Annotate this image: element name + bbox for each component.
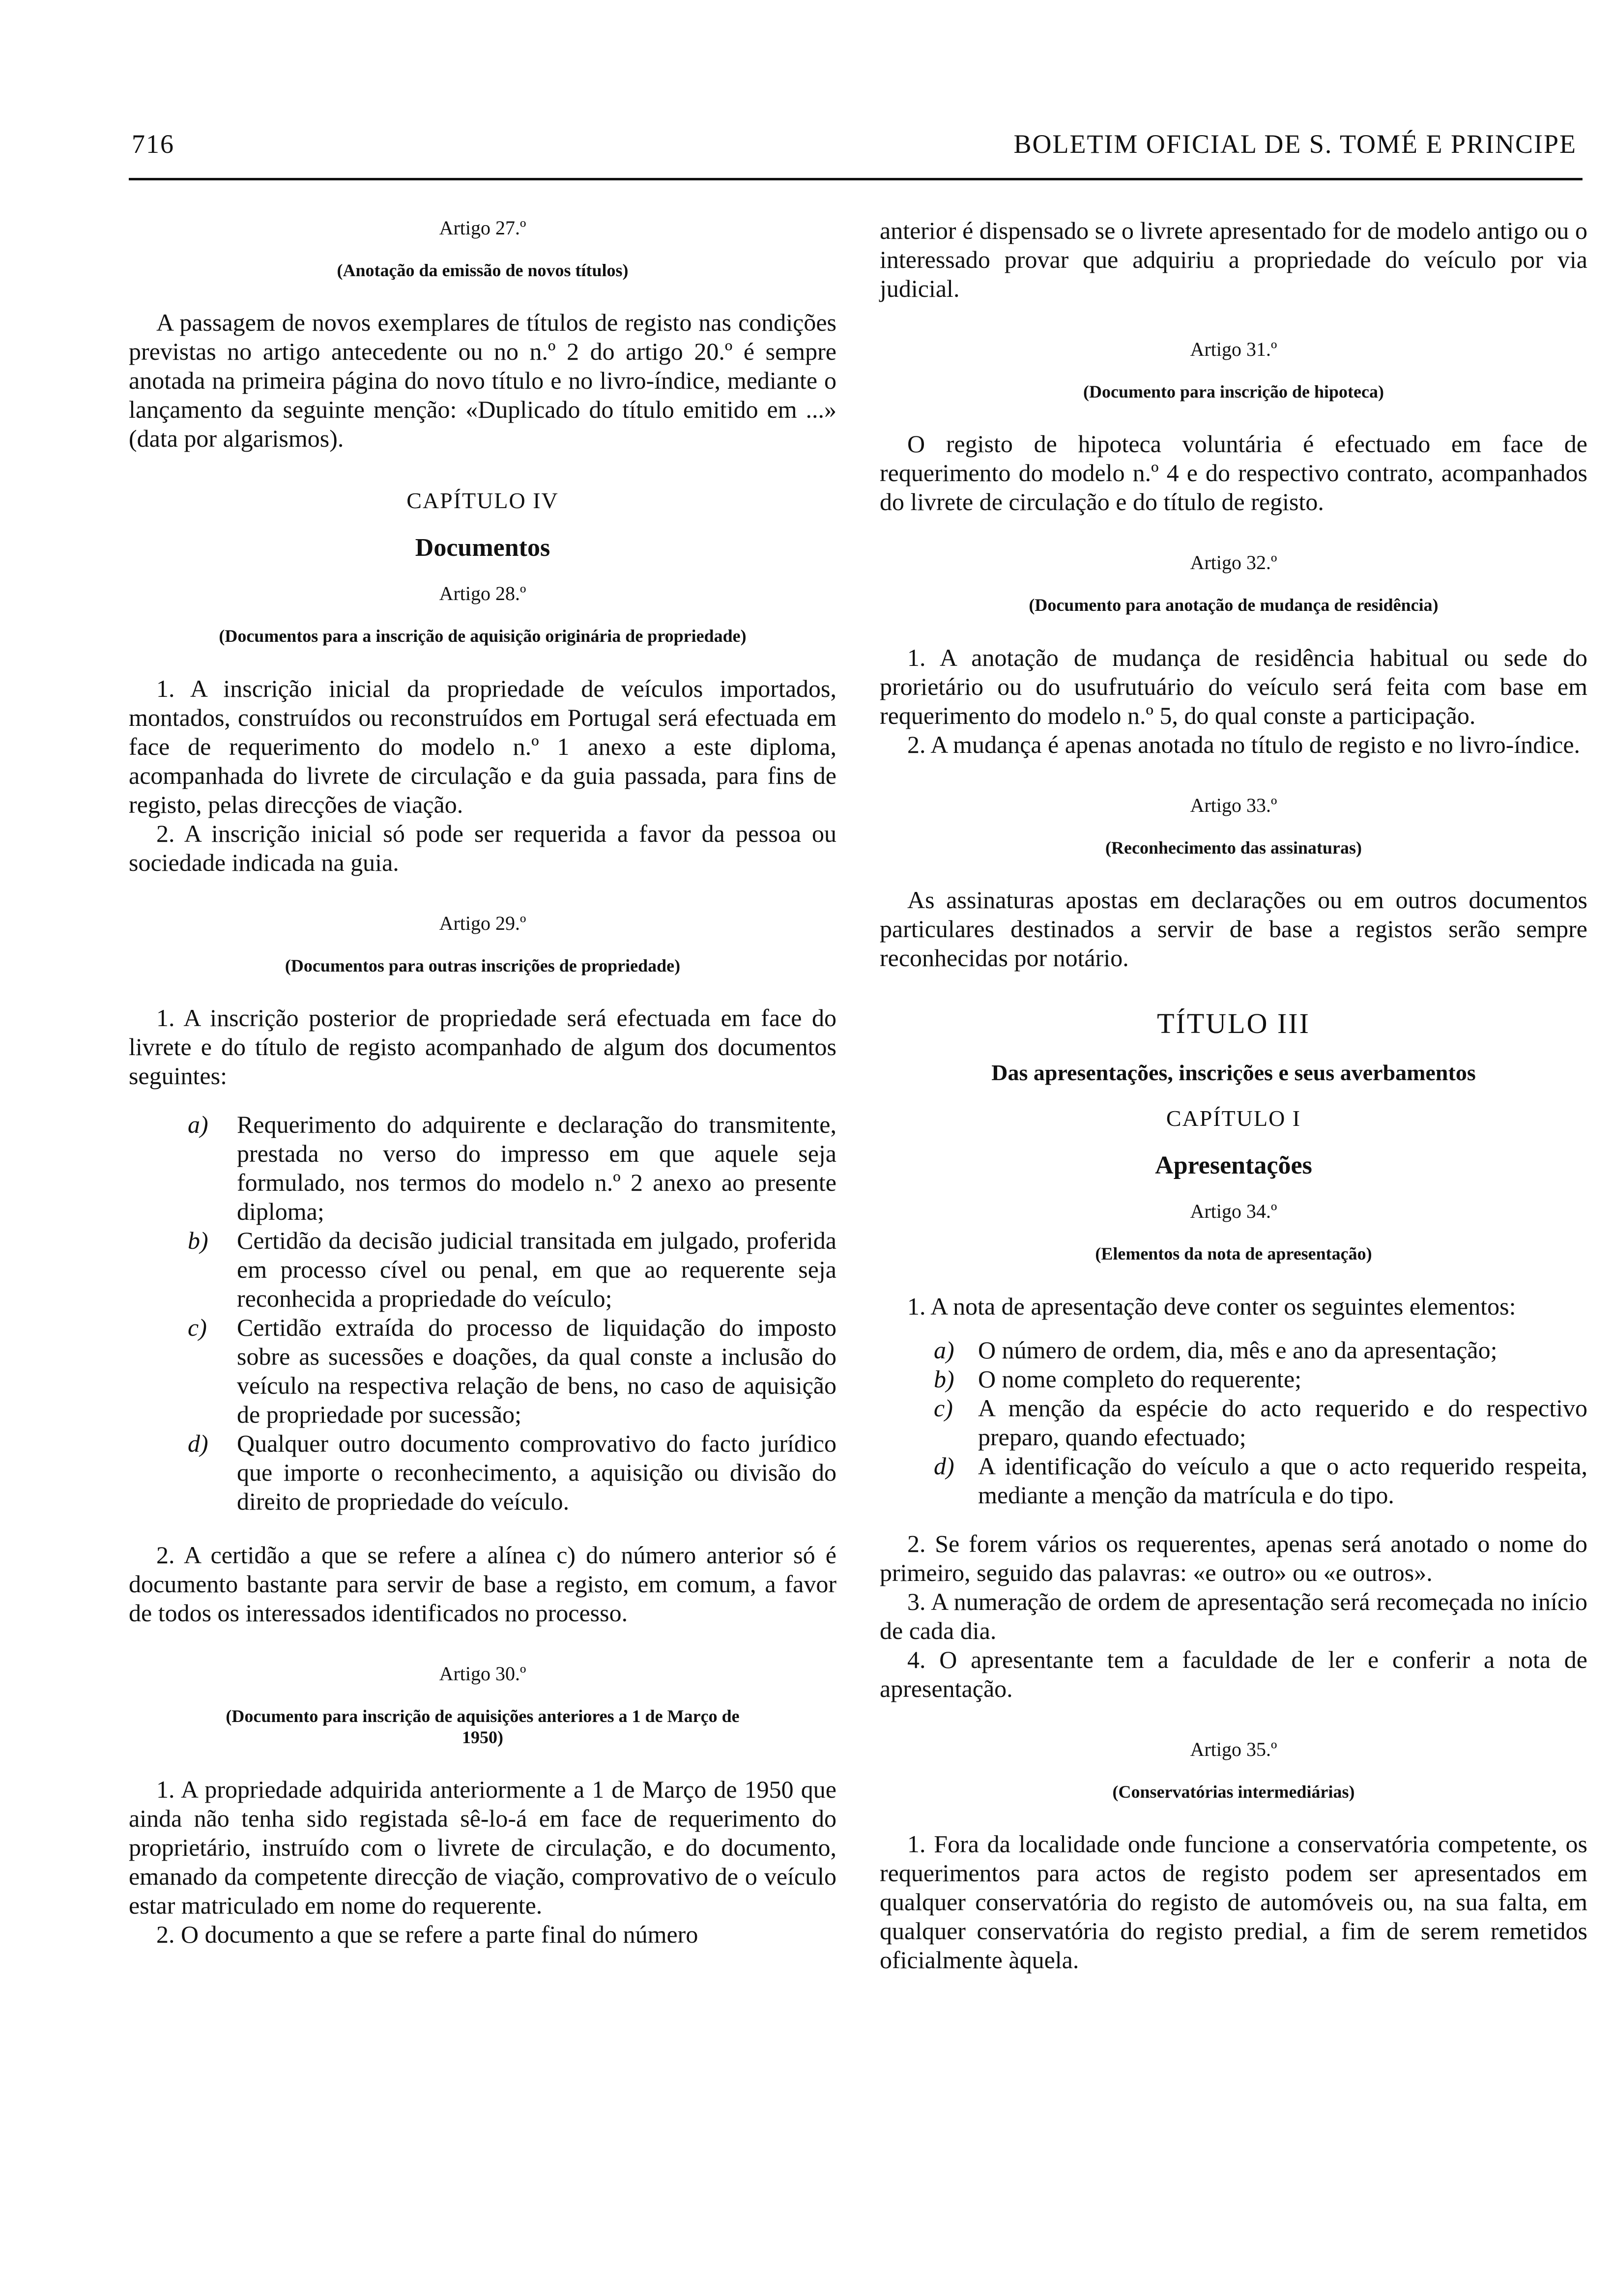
list-item (880, 1452, 1587, 1510)
article-paragraph: 2. O documento a que se refere a parte final do número (156, 1921, 698, 1949)
list-item-label: c) (934, 1394, 953, 1422)
article-heading: Artigo 28.º (439, 582, 526, 605)
article-heading: Artigo 34.º (1190, 1200, 1277, 1223)
article-paragraph: 4. O apresentante tem a faculdade de ler e conferir a nota de apresentação. (880, 1645, 1587, 1702)
article-paragraph: 2. A inscrição inicial só pode ser requerida a favor da pessoa ou sociedade indicada na guia. (129, 819, 836, 876)
article-paragraph: 1. Fora da localidade onde funcione a conservatória competente, os requerimentos para actos de registo podem ser apresentados em qualquer conservatória do registo de automóveis ou, na sua falta, em qualquer conservatória do registo predial, a fim de serem remetidos oficialmente àquela. (880, 1830, 1587, 1974)
article-title: (Documento para anotação de mudança de residência) (1029, 595, 1439, 615)
list-item-label: d) (934, 1452, 954, 1480)
page-number: 716 (132, 129, 174, 159)
right-column (880, 216, 1587, 1975)
left-column (129, 216, 836, 1949)
list-item-text: Certidão extraída do processo de liquidação do imposto sobre as sucessões e doações, da qual conste a inclusão do veículo na respectiva relação de bens, no caso de aquisição de propriedade por sucessão; (237, 1314, 836, 1429)
article-title: (Documento para inscrição de aquisições anteriores a 1 de Março de 1950) (226, 1706, 740, 1747)
section-heading: Apresentações (1155, 1151, 1312, 1180)
article-title: (Documento para inscrição de hipoteca) (1083, 382, 1384, 402)
article-paragraph: O registo de hipoteca voluntária é efectuado em face de requerimento do modelo n.º 4 e do respectivo contrato, acompanhados do livrete de circulação e do título de registo. (880, 430, 1587, 516)
list-item-label: a) (188, 1111, 208, 1139)
list-item-text: Qualquer outro documento comprovativo do facto jurídico que importe o reconhecimento, a aquisição ou divisão do direito de propriedade do veículo. (237, 1430, 836, 1516)
article-heading: Artigo 32.º (1190, 551, 1277, 574)
list-item (880, 1365, 1587, 1394)
publication-title: BOLETIM OFICIAL DE S. TOMÉ E PRINCIPE (1013, 129, 1577, 159)
article-paragraph: 3. A numeração de ordem de apresentação será recomeçada no início de cada dia. (880, 1587, 1587, 1644)
continued-paragraph: anterior é dispensado se o livrete apresentado for de modelo antigo ou o interessado provar que adquiriu a propriedade do veículo por via judicial. (880, 217, 1587, 302)
article-heading: Artigo 35.º (1190, 1738, 1277, 1760)
article-paragraph: 1. A nota de apresentação deve conter os seguintes elementos: (907, 1292, 1516, 1320)
article-title: (Reconhecimento das assinaturas) (1105, 837, 1362, 858)
title-heading: TÍTULO III (1157, 1007, 1310, 1040)
article-paragraph: 1. A propriedade adquirida anteriormente a 1 de Março de 1950 que ainda não tenha sido registada sê-lo-á em face de requerimento do proprietário, instruído com o livrete de circulação, e do documento, emanado da competente direcção de viação, comprovativo de o veículo estar matriculado em nome do requerente. (129, 1776, 836, 1920)
title-subheading: Das apresentações, inscrições e seus averbamentos (991, 1060, 1476, 1086)
list-item-label: b) (934, 1365, 954, 1393)
article-paragraph: 1. A inscrição inicial da propriedade de veículos importados, montados, construídos ou reconstruídos em Portugal será efectuada em face de requerimento do modelo n.º 1 anexo a este diploma, acompanhada do livrete de circulação e da guia passada, para fins de registo, pelas direcções de viação. (129, 674, 836, 818)
list-item-text: O número de ordem, dia, mês e ano da apresentação; (978, 1336, 1497, 1364)
list-item-text: A menção da espécie do acto requerido e do respectivo preparo, quando efectuado; (978, 1394, 1587, 1451)
list-item (880, 1394, 1587, 1452)
article-title: (Anotação da emissão de novos títulos) (337, 260, 629, 280)
article-list (129, 1110, 836, 1516)
list-item-text: Certidão da decisão judicial transitada em julgado, proferida em processo cível ou penal, em que ao requerente seja reconhecida a propriedade do veículo; (237, 1227, 836, 1313)
chapter-heading: CAPÍTULO I (1166, 1106, 1301, 1131)
list-item (129, 1226, 836, 1313)
article-paragraph: 2. Se forem vários os requerentes, apenas será anotado o nome do primeiro, seguido das palavras: «e outro» ou «e outros». (880, 1529, 1587, 1586)
article-heading: Artigo 31.º (1190, 338, 1277, 360)
article-paragraph: 2. A mudança é apenas anotada no título de registo e no livro-índice. (907, 730, 1581, 758)
list-item (880, 1336, 1587, 1365)
list-item (129, 1429, 836, 1516)
section-heading: Documentos (415, 534, 550, 562)
article-title: (Documentos para a inscrição de aquisição originária de propriedade) (219, 626, 747, 646)
header-rule (129, 178, 1583, 180)
page-header (132, 129, 1577, 168)
list-item (129, 1313, 836, 1429)
list-item-label: a) (934, 1336, 954, 1364)
article-title: (Elementos da nota de apresentação) (1095, 1244, 1372, 1264)
article-paragraph: 2. A certidão a que se refere a alínea c) do número anterior só é documento bastante para servir de base a registo, em comum, a favor de todos os interessados identificados no processo. (129, 1541, 836, 1627)
list-item (129, 1110, 836, 1226)
article-paragraph: As assinaturas apostas em declarações ou em outros documentos particulares destinados a servir de base a registos serão sempre reconhecidas por notário. (880, 886, 1587, 972)
article-title: (Documentos para outras inscrições de propriedade) (285, 955, 681, 976)
article-heading: Artigo 30.º (439, 1663, 526, 1685)
article-title: (Conservatórias intermediárias) (1112, 1781, 1355, 1802)
article-paragraph: 1. A inscrição posterior de propriedade será efectuada em face do livrete e do título de registo acompanhado de algum dos documentos seguintes: (129, 1004, 836, 1090)
chapter-heading: CAPÍTULO IV (406, 488, 559, 514)
list-item-text: A identificação do veículo a que o acto requerido respeita, mediante a menção da matrícula e do tipo. (978, 1452, 1587, 1509)
article-heading: Artigo 27.º (439, 217, 526, 239)
article-list (880, 1336, 1587, 1510)
list-item-label: c) (188, 1314, 207, 1342)
list-item-text: O nome completo do requerente; (978, 1365, 1302, 1393)
article-paragraph: A passagem de novos exemplares de títulos de registo nas condições previstas no artigo antecedente ou no n.º 2 do artigo 20.º é sempre anotada na primeira página do novo título e no livro-índice, mediante o lançamento da seguinte menção: «Duplicado do título emitido em ...» (data por algarismos). (129, 309, 836, 453)
article-heading: Artigo 29.º (439, 912, 526, 934)
list-item-text: Requerimento do adquirente e declaração do transmitente, prestada no verso do impresso em que aquele seja formulado, nos termos do modelo n.º 2 anexo ao presente diploma; (237, 1111, 836, 1226)
article-paragraph: 1. A anotação de mudança de residência habitual ou sede do prorietário ou do usufrutuário do veículo será feita com base em requerimento do modelo n.º 5, do qual conste a participação. (880, 643, 1587, 729)
list-item-label: d) (188, 1430, 208, 1458)
list-item-label: b) (188, 1227, 208, 1255)
article-heading: Artigo 33.º (1190, 794, 1277, 816)
